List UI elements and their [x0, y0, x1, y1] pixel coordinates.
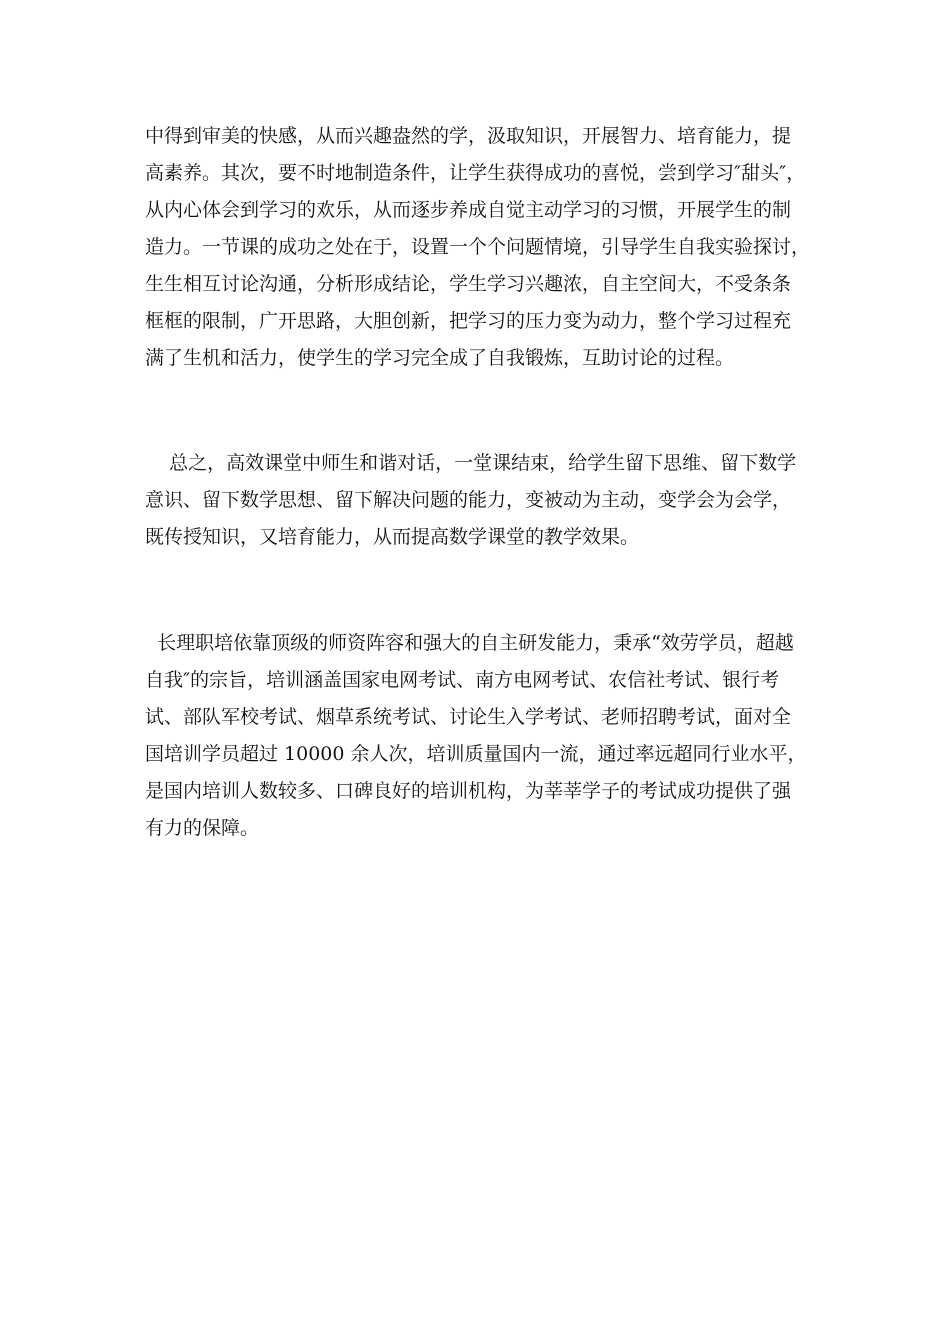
paragraph-line: 高素养。其次，要不时地制造条件，让学生获得成功的喜悦，尝到学习″甜头″，	[145, 162, 806, 184]
paragraph-line: 中得到审美的快感，从而兴趣盎然的学，汲取知识，开展智力、培育能力，提	[145, 125, 792, 147]
paragraph-line: 生生相互讨论沟通，分析形成结论，学生学习兴趣浓，自主空间大，不受条条	[145, 273, 792, 295]
paragraph-line: 试、部队军校考试、烟草系统考试、讨论生入学考试、老师招聘考试，面对全	[145, 706, 792, 728]
paragraph-line: 国培训学员超过 10000 余人次，培训质量国内一流，通过率远超同行业水平，	[145, 743, 807, 765]
paragraph-line: 意识、留下数学思想、留下解决问题的能力，变被动为主动，变学会为会学，	[145, 489, 792, 511]
paragraph-1	[145, 118, 810, 377]
paragraph-line: 满了生机和活力，使学生的学习完全成了自我锻炼，互助讨论的过程。	[145, 347, 735, 369]
paragraph-line: 总之，高效课堂中师生和谐对话，一堂课结束，给学生留下思维、留下数学	[145, 452, 797, 474]
paragraph-line: 既传授知识，又培育能力，从而提高数学课堂的教学效果。	[145, 526, 640, 548]
paragraph-2	[145, 445, 810, 556]
paragraph-line: 有力的保障。	[145, 817, 260, 839]
paragraph-line: 框框的限制，广开思路，大胆创新，把学习的压力变为动力，整个学习过程充	[145, 310, 792, 332]
paragraph-line: 自我″的宗旨，培训涵盖国家电网考试、南方电网考试、农信社考试、银行考	[145, 669, 780, 691]
paragraph-line: 从内心体会到学习的欢乐，从而逐步养成自觉主动学习的习惯，开展学生的制	[145, 199, 792, 221]
paragraph-line: 长理职培依靠顶级的师资阵容和强大的自主研发能力，秉承“效劳学员，超越	[145, 632, 794, 654]
paragraph-line: 是国内培训人数较多、口碑良好的培训机构，为莘莘学子的考试成功提供了强	[145, 780, 792, 802]
paragraph-line: 造力。一节课的成功之处在于，设置一个个问题情境，引导学生自我实验探讨，	[145, 236, 811, 258]
paragraph-3	[145, 625, 810, 847]
